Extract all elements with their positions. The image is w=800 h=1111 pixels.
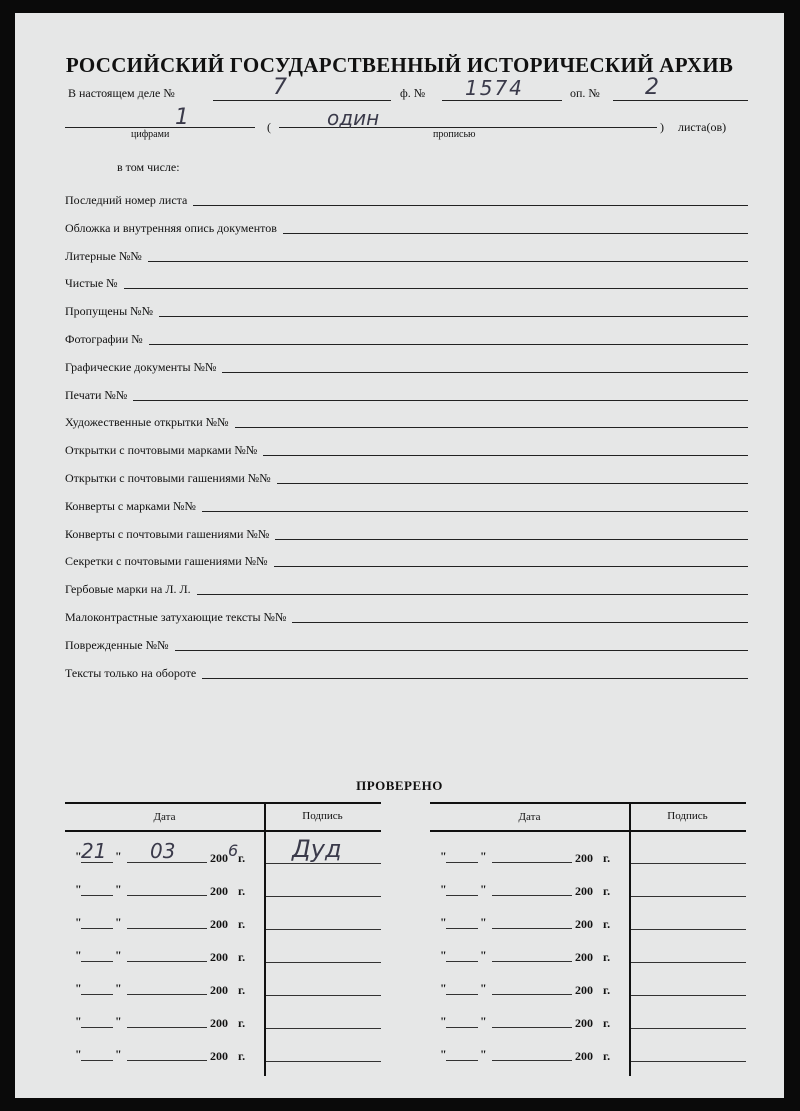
field-label: Графические документы №№ <box>65 359 217 374</box>
month-line <box>492 895 572 896</box>
day-line <box>81 994 113 995</box>
field-label: Открытки с почтовыми гашениями №№ <box>65 471 271 485</box>
day-close-quote: " <box>480 1014 487 1028</box>
day-open-quote: " <box>440 1047 447 1061</box>
day-close-quote: " <box>480 849 487 863</box>
year-suffix: г. <box>603 917 611 931</box>
year-prefix: 200 <box>210 1016 228 1030</box>
month-line <box>492 1060 572 1061</box>
archive-title: РОССИЙСКИЙ ГОСУДАРСТВЕННЫЙ ИСТОРИЧЕСКИЙ АРХИВ <box>65 53 734 77</box>
year-suffix: г. <box>238 983 246 997</box>
signature-line <box>266 863 381 864</box>
field-entry-line <box>124 288 748 289</box>
day-open-quote: " <box>75 1014 82 1028</box>
year-prefix: 200 <box>210 983 228 997</box>
day-close-quote: " <box>115 915 122 929</box>
signature-line <box>266 929 381 930</box>
day-open-quote: " <box>440 915 447 929</box>
day-close-quote: " <box>115 948 122 962</box>
field-entry-line <box>283 233 748 234</box>
year-prefix: 200 <box>575 851 593 865</box>
day-line <box>81 961 113 962</box>
opis-number: 2 <box>645 75 659 100</box>
in-case-label: В настоящем деле № <box>68 86 175 100</box>
day-close-quote: " <box>115 849 122 863</box>
field-entry-line <box>277 483 748 484</box>
day-close-quote: " <box>115 981 122 995</box>
signature-line <box>631 995 746 996</box>
archive-form-sheet <box>15 13 784 1098</box>
month-line <box>492 994 572 995</box>
field-label: Секретки с почтовыми гашениями №№ <box>65 554 268 569</box>
day-line <box>446 862 478 863</box>
field-entry-line <box>275 539 748 540</box>
day-open-quote: " <box>440 948 447 962</box>
year-suffix: г. <box>238 917 246 931</box>
words-caption: прописью <box>433 129 476 140</box>
year-prefix: 200 <box>210 917 228 931</box>
month-line <box>492 928 572 929</box>
field-entry-line <box>175 650 748 651</box>
signature-column-header: Подпись <box>667 810 708 822</box>
signature-column-header: Подпись <box>302 810 343 822</box>
day-open-quote: " <box>75 849 82 863</box>
year-suffix: г. <box>603 851 611 865</box>
day-line <box>81 1027 113 1028</box>
day-line <box>446 1027 478 1028</box>
day-close-quote: " <box>480 915 487 929</box>
year-suffix: г. <box>238 851 246 865</box>
year-suffix: г. <box>238 950 246 964</box>
day-close-quote: " <box>480 1047 487 1061</box>
signature-line <box>631 929 746 930</box>
table-column-divider <box>264 802 266 1076</box>
day-line <box>446 1060 478 1061</box>
fond-number: 1574 <box>465 76 524 100</box>
including-label: в том числе: <box>117 160 180 174</box>
digits-caption: цифрами <box>131 129 170 140</box>
year-prefix: 200 <box>575 983 593 997</box>
signature-line <box>631 962 746 963</box>
field-entry-line <box>148 261 748 262</box>
opis-label: оп. № <box>570 86 600 100</box>
case-number: 7 <box>273 75 287 100</box>
day-close-quote: " <box>480 882 487 896</box>
field-entry-line <box>133 400 748 401</box>
year-prefix: 200 <box>575 1049 593 1063</box>
field-label: Пропущены №№ <box>65 304 154 319</box>
year-prefix: 200 <box>575 950 593 964</box>
field-label: Печати №№ <box>65 387 128 402</box>
year-suffix: г. <box>603 950 611 964</box>
month-line <box>127 994 207 995</box>
day-line <box>446 928 478 929</box>
open-paren: ( <box>267 120 271 134</box>
day-close-quote: " <box>115 882 122 896</box>
field-entry-line <box>159 316 748 317</box>
sheet-count-words: один <box>327 106 380 130</box>
entry-month: 03 <box>150 839 176 863</box>
field-label: Малоконтрастные затухающие тексты №№ <box>65 610 287 624</box>
close-paren: ) <box>660 120 664 134</box>
day-line <box>446 961 478 962</box>
field-entry-line <box>197 594 748 595</box>
fond-label: ф. № <box>400 86 426 100</box>
month-line <box>127 1060 207 1061</box>
field-entry-line <box>193 205 748 206</box>
day-line <box>81 895 113 896</box>
year-suffix: г. <box>603 1016 611 1030</box>
month-line <box>127 1027 207 1028</box>
signature-line <box>631 1061 746 1062</box>
signature-line <box>266 1028 381 1029</box>
day-line <box>81 928 113 929</box>
field-label: Чистые № <box>65 276 118 291</box>
field-entry-line <box>202 511 748 512</box>
year-prefix: 200 <box>575 917 593 931</box>
field-label: Конверты с почтовыми гашениями №№ <box>65 526 270 541</box>
day-line <box>81 1060 113 1061</box>
signature-line <box>266 962 381 963</box>
day-open-quote: " <box>440 882 447 896</box>
day-open-quote: " <box>75 948 82 962</box>
year-prefix: 200 <box>210 884 228 898</box>
day-close-quote: " <box>115 1047 122 1061</box>
field-entry-line <box>235 427 748 428</box>
year-suffix: г. <box>238 1016 246 1030</box>
entry-year-digit: 6 <box>228 841 239 860</box>
table-column-divider <box>629 802 631 1076</box>
verified-heading: ПРОВЕРЕНО <box>356 778 443 793</box>
field-entry-line <box>274 566 748 567</box>
date-column-header: Дата <box>153 811 176 823</box>
field-label: Открытки с почтовыми марками №№ <box>65 443 258 458</box>
month-line <box>127 961 207 962</box>
day-close-quote: " <box>480 948 487 962</box>
year-suffix: г. <box>603 1049 611 1063</box>
field-entry-line <box>263 455 748 456</box>
signature-line <box>266 896 381 897</box>
year-prefix: 200 <box>210 950 228 964</box>
year-suffix: г. <box>238 1049 246 1063</box>
field-label: Последний номер листа <box>65 193 188 207</box>
day-open-quote: " <box>75 882 82 896</box>
day-open-quote: " <box>440 981 447 995</box>
table-top-rule <box>430 802 746 804</box>
year-suffix: г. <box>238 884 246 898</box>
sheet-count-digits: 1 <box>175 105 189 130</box>
field-label: Художественные открытки №№ <box>65 415 229 430</box>
field-entry-line <box>292 622 748 623</box>
field-label: Литерные №№ <box>65 248 142 263</box>
day-close-quote: " <box>480 981 487 995</box>
table-top-rule <box>65 802 381 804</box>
day-open-quote: " <box>75 915 82 929</box>
table-header-rule <box>430 830 746 832</box>
entry-day: 21 <box>81 839 107 863</box>
field-entry-line <box>202 678 748 679</box>
signature-line <box>631 1028 746 1029</box>
field-label: Тексты только на обороте <box>65 665 197 680</box>
day-line <box>446 994 478 995</box>
month-line <box>492 1027 572 1028</box>
table-header-rule <box>65 830 381 832</box>
year-prefix: 200 <box>575 884 593 898</box>
year-suffix: г. <box>603 884 611 898</box>
month-line <box>492 961 572 962</box>
day-line <box>446 895 478 896</box>
day-open-quote: " <box>440 1014 447 1028</box>
day-open-quote: " <box>75 981 82 995</box>
year-prefix: 200 <box>575 1016 593 1030</box>
day-open-quote: " <box>75 1047 82 1061</box>
entry-signature: Дуд <box>292 835 342 863</box>
date-column-header: Дата <box>518 811 541 823</box>
field-label: Поврежденные №№ <box>65 637 169 652</box>
day-close-quote: " <box>115 1014 122 1028</box>
signature-line <box>266 995 381 996</box>
month-line <box>127 928 207 929</box>
field-label: Конверты с марками №№ <box>65 498 196 513</box>
year-suffix: г. <box>603 983 611 997</box>
sheets-suffix: листа(ов) <box>678 120 727 134</box>
year-prefix: 200 <box>210 851 228 865</box>
day-open-quote: " <box>440 849 447 863</box>
field-label: Гербовые марки на Л. Л. <box>65 582 191 597</box>
field-label: Фотографии № <box>65 332 143 346</box>
field-label: Обложка и внутренняя опись документов <box>65 220 277 235</box>
year-prefix: 200 <box>210 1049 228 1063</box>
signature-line <box>266 1061 381 1062</box>
signature-line <box>631 863 746 864</box>
signature-line <box>631 896 746 897</box>
field-entry-line <box>149 344 748 345</box>
month-line <box>127 895 207 896</box>
month-line <box>492 862 572 863</box>
field-entry-line <box>222 372 748 373</box>
